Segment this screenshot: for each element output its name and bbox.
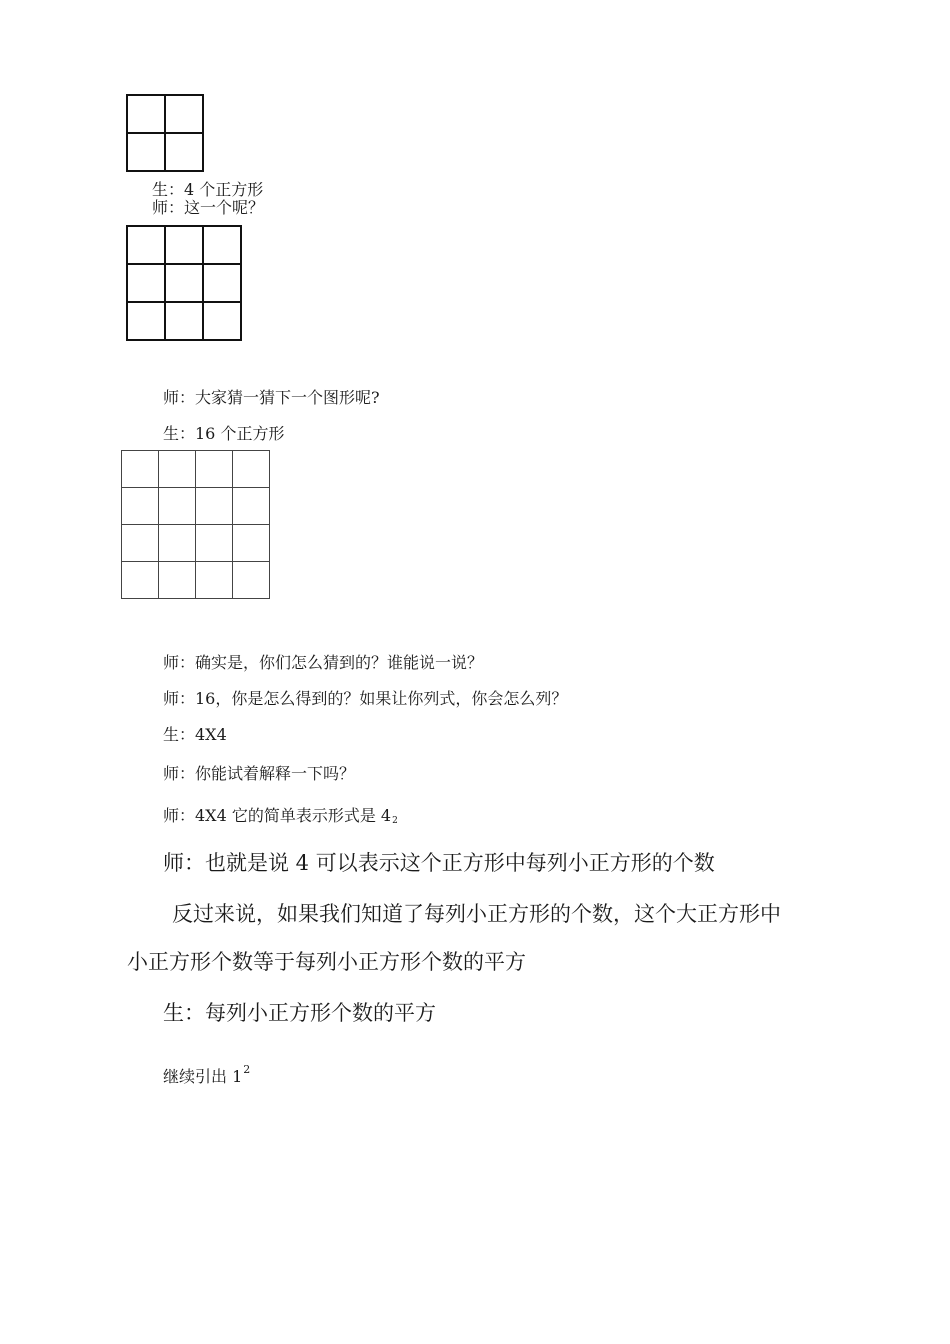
teacher-line-5: 师：你能试着解释一下吗？ (163, 764, 356, 783)
teacher-line-1: 师：这一个呢？ (152, 198, 265, 217)
student-line-2: 生：16 个正方形 (163, 424, 285, 443)
teacher-line-4: 师：16，你是怎么得到的？如果让你列式，你会怎么列？ (163, 689, 568, 708)
teacher-line-2: 师：大家猜一猜下一个图形呢? (163, 388, 380, 407)
continue-line (163, 1063, 250, 1087)
teacher-line-7: 师：也就是说 4 可以表示这个正方形中每列小正方形的个数 (163, 851, 715, 875)
student-line-4: 生：每列小正方形个数的平方 (163, 1001, 436, 1025)
grid-2x2 (126, 94, 204, 172)
grid-3x3 (126, 225, 242, 341)
paragraph-line-2: 小正方形个数等于每列小正方形个数的平方 (127, 950, 526, 974)
student-line-1: 生：4 个正方形 (152, 180, 264, 199)
paragraph-line-1: 反过来说，如果我们知道了每列小正方形的个数，这个大正方形中 (172, 902, 781, 926)
continue-line-text: 继续引出 1 (163, 1067, 243, 1086)
superscript-2: 2 (243, 1063, 251, 1076)
teacher-line-6-text: 师：4X4 它的简单表示形式是 4 (163, 806, 392, 825)
subscript-2: 2 (392, 816, 398, 826)
student-line-3: 生：4X4 (163, 725, 227, 744)
teacher-line-3: 师：确实是，你们怎么猜到的？谁能说一说？ (163, 653, 484, 672)
teacher-line-6 (163, 803, 398, 826)
grid-4x4 (121, 450, 270, 599)
